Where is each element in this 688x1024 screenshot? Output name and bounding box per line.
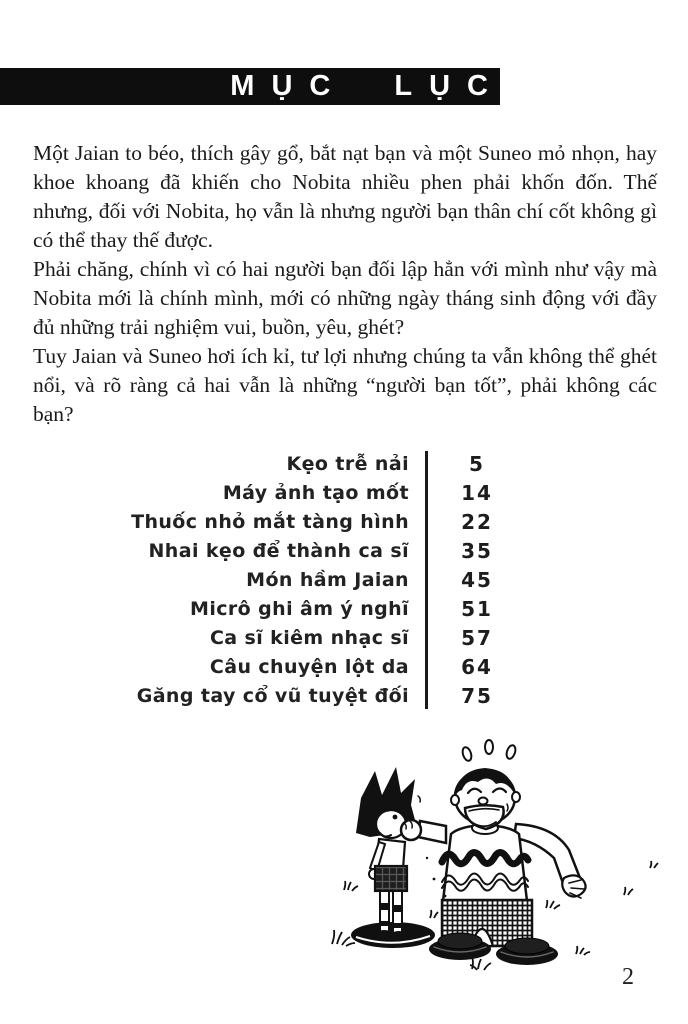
toc-entry-title: Nhai kẹo để thành ca sĩ bbox=[148, 539, 409, 562]
intro-paragraph: Phải chăng, chính vì có hai người bạn đối lập hẳn với mình như vậy mà Nobita mới là chính mình, mới có những ngày tháng sinh động với đầy đủ những trải nghiệm vui, buồn, yêu, ghét? bbox=[33, 257, 657, 339]
intro-paragraph: Tuy Jaian và Suneo hơi ích kỉ, tư lợi nhưng chúng ta vẫn không thể ghét nổi, và rõ ràng cả hai vẫn là những “người bạn tốt”, phải không các bạn? bbox=[33, 344, 657, 426]
toc-entry-page: 14 bbox=[461, 480, 493, 505]
toc-row bbox=[33, 681, 543, 710]
toc-entry-page: 35 bbox=[461, 538, 493, 563]
toc-row bbox=[33, 536, 543, 565]
toc-entry-page: 5 bbox=[469, 451, 485, 476]
section-header-bar bbox=[0, 68, 505, 105]
toc-row bbox=[33, 507, 543, 536]
toc-row bbox=[33, 594, 543, 623]
toc-entry-title: Câu chuyện lột da bbox=[209, 655, 409, 678]
toc-entry-title: Món hầm Jaian bbox=[246, 568, 409, 591]
toc-entry-title: Máy ảnh tạo mốt bbox=[222, 481, 409, 504]
intro-paragraph: Một Jaian to béo, thích gây gổ, bắt nạt bạn và một Suneo mỏ nhọn, hay khoe khoang đã khiến cho Nobita nhiều phen phải khốn đốn. Thế nhưng, đối với Nobita, họ vẫn là nhưng người bạn thân chí cốt không gì có thể thay thế được. bbox=[33, 141, 657, 252]
table-of-contents bbox=[33, 449, 543, 711]
toc-row bbox=[33, 478, 543, 507]
intro-text bbox=[33, 139, 657, 429]
page-number: 2 bbox=[622, 964, 634, 990]
suneo-figure bbox=[356, 767, 420, 939]
toc-row bbox=[33, 652, 543, 681]
toc-row bbox=[33, 623, 543, 652]
toc-entry-page: 22 bbox=[461, 509, 493, 534]
toc-divider bbox=[425, 451, 428, 709]
toc-entry-title: Ca sĩ kiêm nhạc sĩ bbox=[209, 626, 409, 649]
toc-entry-page: 75 bbox=[461, 683, 493, 708]
toc-row bbox=[33, 449, 543, 478]
toc-entry-title: Găng tay cổ vũ tuyệt đối bbox=[136, 684, 409, 707]
toc-entry-page: 45 bbox=[461, 567, 493, 592]
jaian-suneo-illustration bbox=[330, 738, 665, 973]
page-title: MỤC LỤC bbox=[230, 70, 505, 102]
toc-entry-page: 51 bbox=[461, 596, 493, 621]
toc-row bbox=[33, 565, 543, 594]
toc-entry-page: 57 bbox=[461, 625, 493, 650]
toc-entry-title: Thuốc nhỏ mắt tàng hình bbox=[131, 510, 409, 533]
toc-entry-title: Kẹo trễ nải bbox=[286, 452, 409, 475]
sweat-drops bbox=[461, 740, 517, 762]
toc-entry-title: Micrô ghi âm ý nghĩ bbox=[190, 597, 409, 620]
toc-entry-page: 64 bbox=[461, 654, 493, 679]
